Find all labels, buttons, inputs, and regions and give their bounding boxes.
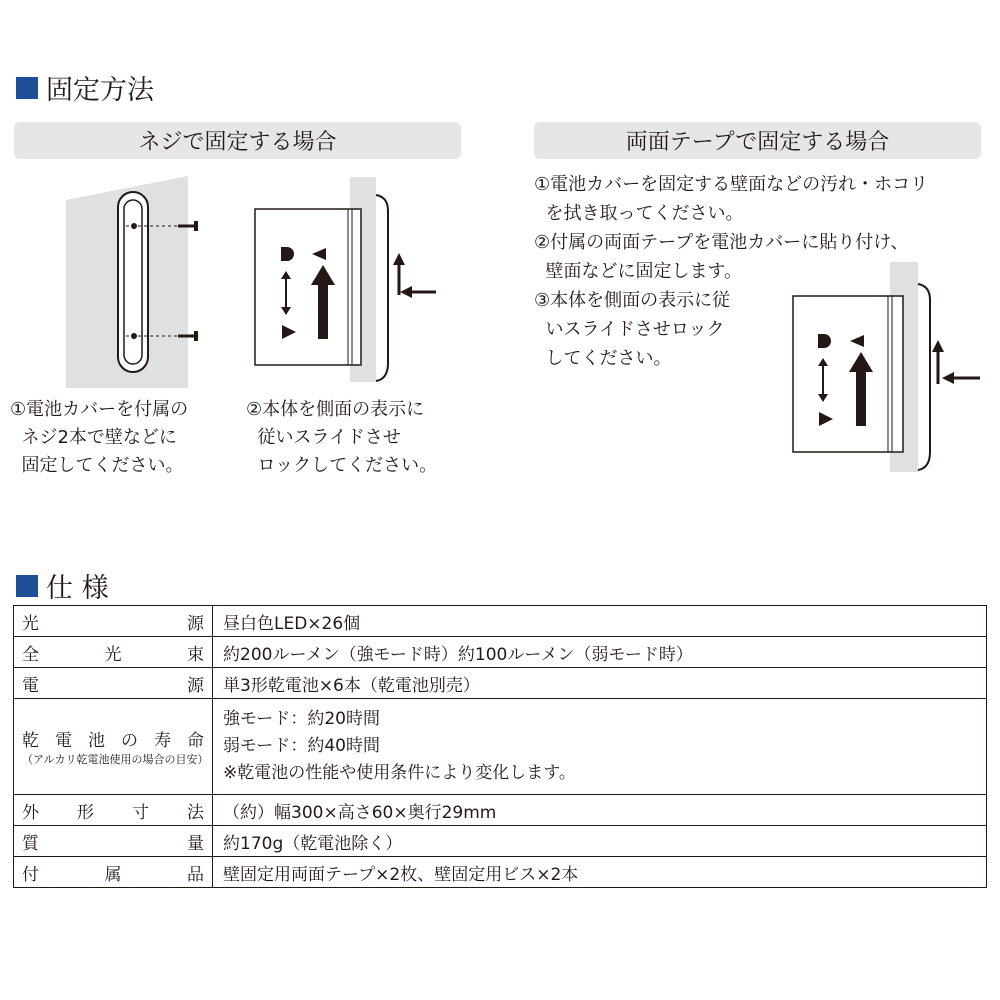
spec-row-power [14, 668, 987, 699]
spec-key: 乾 電 池 の 寿 命 （アルカリ乾電池使用の場合の目安） [14, 699, 213, 795]
spec-value: 昼白色LED×26個 [213, 606, 987, 637]
spec-table [13, 605, 987, 888]
spec-section-title: 仕 様 [16, 566, 109, 605]
section-marker-icon [16, 77, 38, 99]
spec-value: （約）幅300×高さ60×奥行29mm [213, 795, 987, 826]
screw-step2-caption: ②本体を側面の表示に 従いスライドさせ ロックしてください。 [246, 399, 438, 476]
spec-row-dimensions [14, 795, 987, 826]
spec-value: 強モード：約20時間 弱モード：約40時間 ※乾電池の性能や使用条件により変化します。 [213, 699, 987, 795]
tape-step3: ③本体を側面の表示に従 いスライドさせロック してください。 [534, 290, 731, 369]
install-section-title: 固定方法 [16, 68, 154, 107]
battery-cover-screw-illustration [60, 170, 210, 390]
spec-key: 外 形 寸 法 [14, 795, 213, 826]
spec-key: 電 源 [14, 668, 213, 699]
slide-lock-illustration [250, 175, 445, 385]
spec-row-luminous-flux [14, 637, 987, 668]
spec-value: 約170g（乾電池除く） [213, 826, 987, 857]
spec-key: 光 源 [14, 606, 213, 637]
spec-value: 単3形乾電池×6本（乾電池別売） [213, 668, 987, 699]
spec-key: 付 属 品 [14, 857, 213, 888]
spec-row-accessories [14, 857, 987, 888]
spec-row-battery-life [14, 699, 987, 795]
spec-row-light-source [14, 606, 987, 637]
screw-step1-caption: ①電池カバーを付属の ネジ2本で壁などに 固定してください。 [10, 399, 189, 476]
tape-method-heading: 両面テープで固定する場合 [534, 122, 981, 159]
tape-steps: ①電池カバーを固定する壁面などの汚れ・ホコリ を拭き取ってください。 ②付属の両面テープを電池カバーに貼り付け、 壁面などに固定します。 [534, 174, 929, 282]
spec-value: 壁固定用両面テープ×2枚、壁固定用ビス×2本 [213, 857, 987, 888]
spec-key: 質 量 [14, 826, 213, 857]
spec-row-weight [14, 826, 987, 857]
screw-method-heading: ネジで固定する場合 [14, 122, 461, 159]
section-marker-icon [16, 575, 38, 597]
tape-slide-lock-illustration [790, 260, 990, 475]
spec-key: 全 光 束 [14, 637, 213, 668]
spec-key-note: （アルカリ乾電池使用の場合の目安） [22, 753, 209, 766]
spec-value: 約200ルーメン（強モード時）約100ルーメン（弱モード時） [213, 637, 987, 668]
